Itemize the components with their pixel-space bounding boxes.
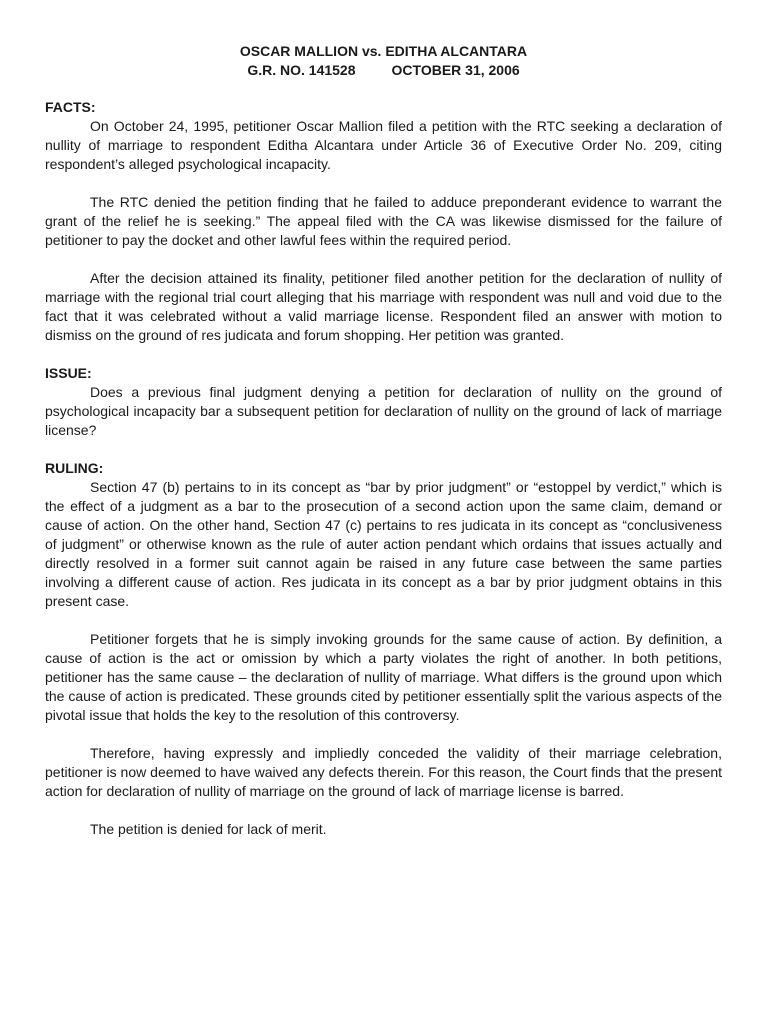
ruling-paragraph-2: Petitioner forgets that he is simply invoking grounds for the same cause of action. By definition, a cause of action is the act or omission by which a party violates the right of another. In both petitions, petitioner has the same cause – the declaration of nullity of marriage. What differs is the ground upon which the cause of action is predicated. These grounds cited by petitioner essentially split the various aspects of the pivotal issue that holds the key to the resolution of this controversy. [45, 631, 722, 723]
case-gr-number: G.R. NO. 141528 [247, 62, 356, 78]
facts-heading: FACTS: [45, 99, 96, 115]
document-page [45, 42, 722, 839]
ruling-paragraph-4: The petition is denied for lack of merit. [90, 821, 327, 837]
facts-paragraph-1: On October 24, 1995, petitioner Oscar Mallion filed a petition with the RTC seeking a declaration of nullity of marriage to respondent Editha Alcantara under Article 36 of Executive Order No. 209, citing respondent’s alleged psychological incapacity. [45, 118, 722, 172]
case-date: OCTOBER 31, 2006 [391, 62, 520, 78]
case-title: OSCAR MALLION vs. EDITHA ALCANTARA [239, 43, 528, 59]
facts-paragraph-3: After the decision attained its finality, petitioner filed another petition for the declaration of nullity of marriage with the regional trial court alleging that his marriage with respondent was null and void due to the fact that it was celebrated without a valid marriage license. Respondent filed an answer with motion to dismiss on the ground of res judicata and forum shopping. Her petition was granted. [45, 270, 722, 343]
issue-heading: ISSUE: [45, 365, 92, 381]
ruling-paragraph-1: Section 47 (b) pertains to in its concept as “bar by prior judgment” or “estoppel by verdict,” which is the effect of a judgment as a bar to the prosecution of a second action upon the same claim, demand or cause of action. On the other hand, Section 47 (c) pertains to res judicata in its concept as “conclusiveness of judgment” or otherwise known as the rule of auter action pendant which ordains that issues actually and directly resolved in a former suit cannot again be raised in any future case between the same parties involving a different cause of action. Res judicata in its concept as a bar by prior judgment obtains in this present case. [45, 479, 722, 609]
case-number-line [45, 61, 722, 80]
issue-paragraph-1: Does a previous final judgment denying a petition for declaration of nullity on the ground of psychological incapacity bar a subsequent petition for declaration of nullity on the ground of lack of marriage license? [45, 384, 722, 438]
facts-paragraph-2: The RTC denied the petition finding that he failed to adduce preponderant evidence to warrant the grant of the relief he is seeking.” The appeal filed with the CA was likewise dismissed for the failure of petitioner to pay the docket and other lawful fees within the required period. [45, 194, 722, 248]
ruling-heading: RULING: [45, 460, 104, 476]
ruling-paragraph-3: Therefore, having expressly and impliedly conceded the validity of their marriage celebration, petitioner is now deemed to have waived any defects therein. For this reason, the Court finds that the present action for declaration of nullity of marriage on the ground of lack of marriage license is barred. [45, 745, 722, 799]
